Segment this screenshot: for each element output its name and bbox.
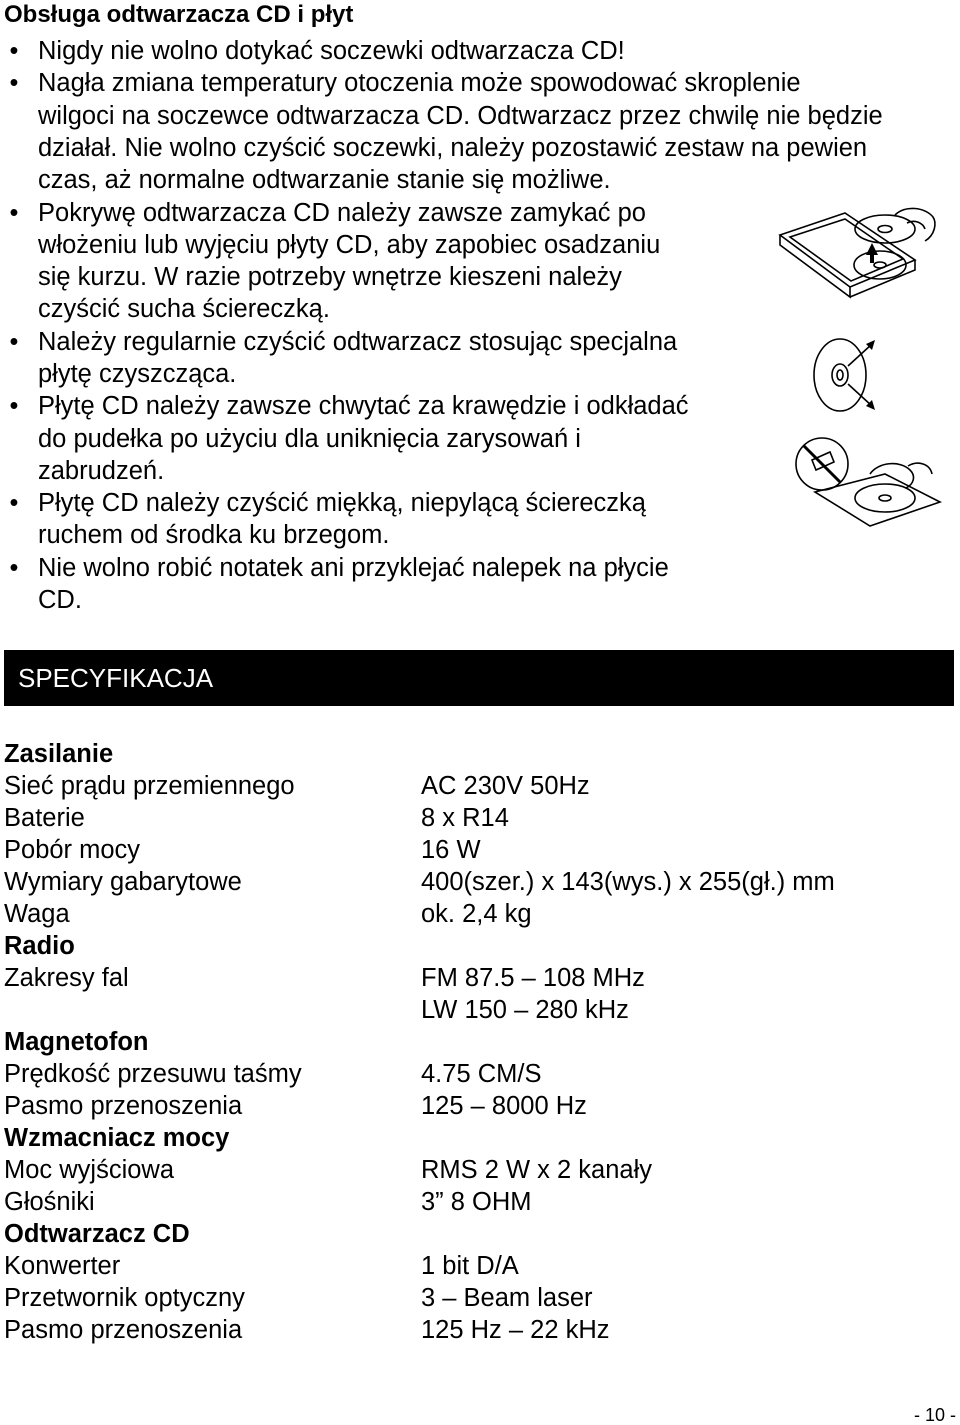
spec-label: Zakresy fal bbox=[4, 964, 129, 992]
spec-section-title: Wzmacniacz mocy bbox=[4, 1124, 230, 1152]
spec-value: AC 230V 50Hz bbox=[421, 772, 590, 800]
instruction-text-line: CD. bbox=[38, 586, 82, 615]
spec-row bbox=[0, 866, 960, 898]
spec-row bbox=[0, 962, 960, 994]
spec-section-header bbox=[0, 930, 960, 962]
bullet-icon: • bbox=[9, 489, 19, 518]
spec-value: 3” 8 OHM bbox=[421, 1188, 532, 1216]
spec-row bbox=[0, 834, 960, 866]
instruction-text-line: Należy regularnie czyścić odtwarzacz stosując specjalna bbox=[38, 327, 678, 356]
bullet-icon: • bbox=[9, 553, 19, 582]
section-heading: Obsługa odtwarzacza CD i płyt bbox=[4, 1, 354, 28]
spec-section-title: Odtwarzacz CD bbox=[4, 1220, 190, 1248]
spec-label: Przetwornik optyczny bbox=[4, 1284, 245, 1312]
instruction-text-line: Płytę CD należy czyścić miękką, niepylącą ściereczką bbox=[38, 489, 646, 518]
spec-row bbox=[0, 898, 960, 930]
spec-value: ok. 2,4 kg bbox=[421, 900, 532, 928]
spec-title: SPECYFIKACJA bbox=[18, 663, 214, 693]
spec-value: 1 bit D/A bbox=[421, 1252, 519, 1280]
spec-value: 16 W bbox=[421, 836, 481, 864]
instruction-text-line: Nigdy nie wolno dotykać soczewki odtwarzacza CD! bbox=[38, 37, 625, 65]
spec-section-title: Radio bbox=[4, 932, 75, 960]
spec-value: 4.75 CM/S bbox=[421, 1060, 542, 1088]
spec-value: LW 150 – 280 kHz bbox=[421, 996, 629, 1024]
spec-label: Pasmo przenoszenia bbox=[4, 1316, 243, 1344]
spec-section-title: Magnetofon bbox=[4, 1028, 149, 1056]
instruction-text-line: do pudełka po użyciu dla uniknięcia zarysowań i bbox=[38, 424, 581, 453]
spec-section-title: Zasilanie bbox=[4, 740, 114, 768]
spec-label: Prędkość przesuwu taśmy bbox=[4, 1060, 302, 1088]
spec-value: RMS 2 W x 2 kanały bbox=[421, 1156, 652, 1184]
instruction-text-line: Płytę CD należy zawsze chwytać za krawędzie i odkładać bbox=[38, 392, 689, 421]
spec-value: 400(szer.) x 143(wys.) x 255(gł.) mm bbox=[421, 868, 835, 896]
spec-label: Głośniki bbox=[4, 1188, 95, 1216]
no-writing-on-cd-illustration bbox=[790, 432, 950, 532]
spec-label: Moc wyjściowa bbox=[4, 1156, 175, 1184]
spec-section-header bbox=[0, 1026, 960, 1058]
spec-section-header bbox=[0, 1218, 960, 1250]
instruction-text-line: Nie wolno robić notatek ani przyklejać nalepek na płycie bbox=[38, 553, 669, 582]
spec-label: Konwerter bbox=[4, 1252, 121, 1280]
spec-row bbox=[0, 1282, 960, 1314]
spec-label: Waga bbox=[4, 900, 70, 928]
spec-label: Pobór mocy bbox=[4, 836, 141, 864]
bullet-icon: • bbox=[9, 69, 19, 98]
spec-value: 125 Hz – 22 kHz bbox=[421, 1316, 610, 1344]
spec-label: Pasmo przenoszenia bbox=[4, 1092, 243, 1120]
instruction-text-line: działał. Nie wolno czyścić soczewki, należy pozostawić zestaw na pewien bbox=[38, 133, 868, 162]
instruction-text-line: Pokrywę odtwarzacza CD należy zawsze zamykać po bbox=[38, 198, 646, 227]
spec-title-bar bbox=[4, 650, 954, 706]
instruction-text-line: zabrudzeń. bbox=[38, 456, 165, 485]
spec-label: Wymiary gabarytowe bbox=[4, 868, 242, 896]
instruction-text-line: wilgoci na soczewce odtwarzacza CD. Odtwarzacz przez chwilę nie będzie bbox=[38, 101, 883, 130]
spec-row bbox=[0, 994, 960, 1026]
instruction-text-line: czyścić sucha ściereczką. bbox=[38, 295, 330, 324]
bullet-icon: • bbox=[9, 392, 19, 421]
bullet-icon: • bbox=[9, 198, 19, 227]
instruction-text-line: się kurzu. W razie potrzeby wnętrze kieszeni należy bbox=[38, 263, 622, 292]
cd-case-insert-illustration bbox=[775, 205, 945, 315]
spec-value: 3 – Beam laser bbox=[421, 1284, 593, 1312]
page-number: - 10 - bbox=[913, 1405, 956, 1425]
instruction-text-line: płytę czyszcząca. bbox=[38, 359, 237, 388]
spec-row bbox=[0, 1090, 960, 1122]
spec-row bbox=[0, 1058, 960, 1090]
instruction-text-line: Nagła zmiana temperatury otoczenia może spowodować skroplenie bbox=[38, 69, 801, 98]
bullet-icon: • bbox=[9, 327, 19, 356]
spec-section-header bbox=[0, 1122, 960, 1154]
spec-value: FM 87.5 – 108 MHz bbox=[421, 964, 645, 992]
instruction-text-line: włożeniu lub wyjęciu płyty CD, aby zapobiec osadzaniu bbox=[38, 230, 661, 259]
spec-section-header bbox=[0, 738, 960, 770]
spec-row bbox=[0, 1186, 960, 1218]
spec-label: Baterie bbox=[4, 804, 85, 832]
spec-value: 8 x R14 bbox=[421, 804, 509, 832]
instruction-text-line: czas, aż normalne odtwarzanie stanie się możliwe. bbox=[38, 166, 611, 195]
spec-row bbox=[0, 1250, 960, 1282]
spec-label: Sieć prądu przemiennego bbox=[4, 772, 295, 800]
cd-wipe-direction-illustration bbox=[810, 330, 885, 420]
spec-row bbox=[0, 802, 960, 834]
spec-row bbox=[0, 1314, 960, 1346]
spec-row bbox=[0, 1154, 960, 1186]
instruction-text-line: ruchem od środka ku brzegom. bbox=[38, 521, 390, 550]
spec-row bbox=[0, 770, 960, 802]
bullet-icon: • bbox=[9, 37, 19, 65]
spec-value: 125 – 8000 Hz bbox=[421, 1092, 587, 1120]
